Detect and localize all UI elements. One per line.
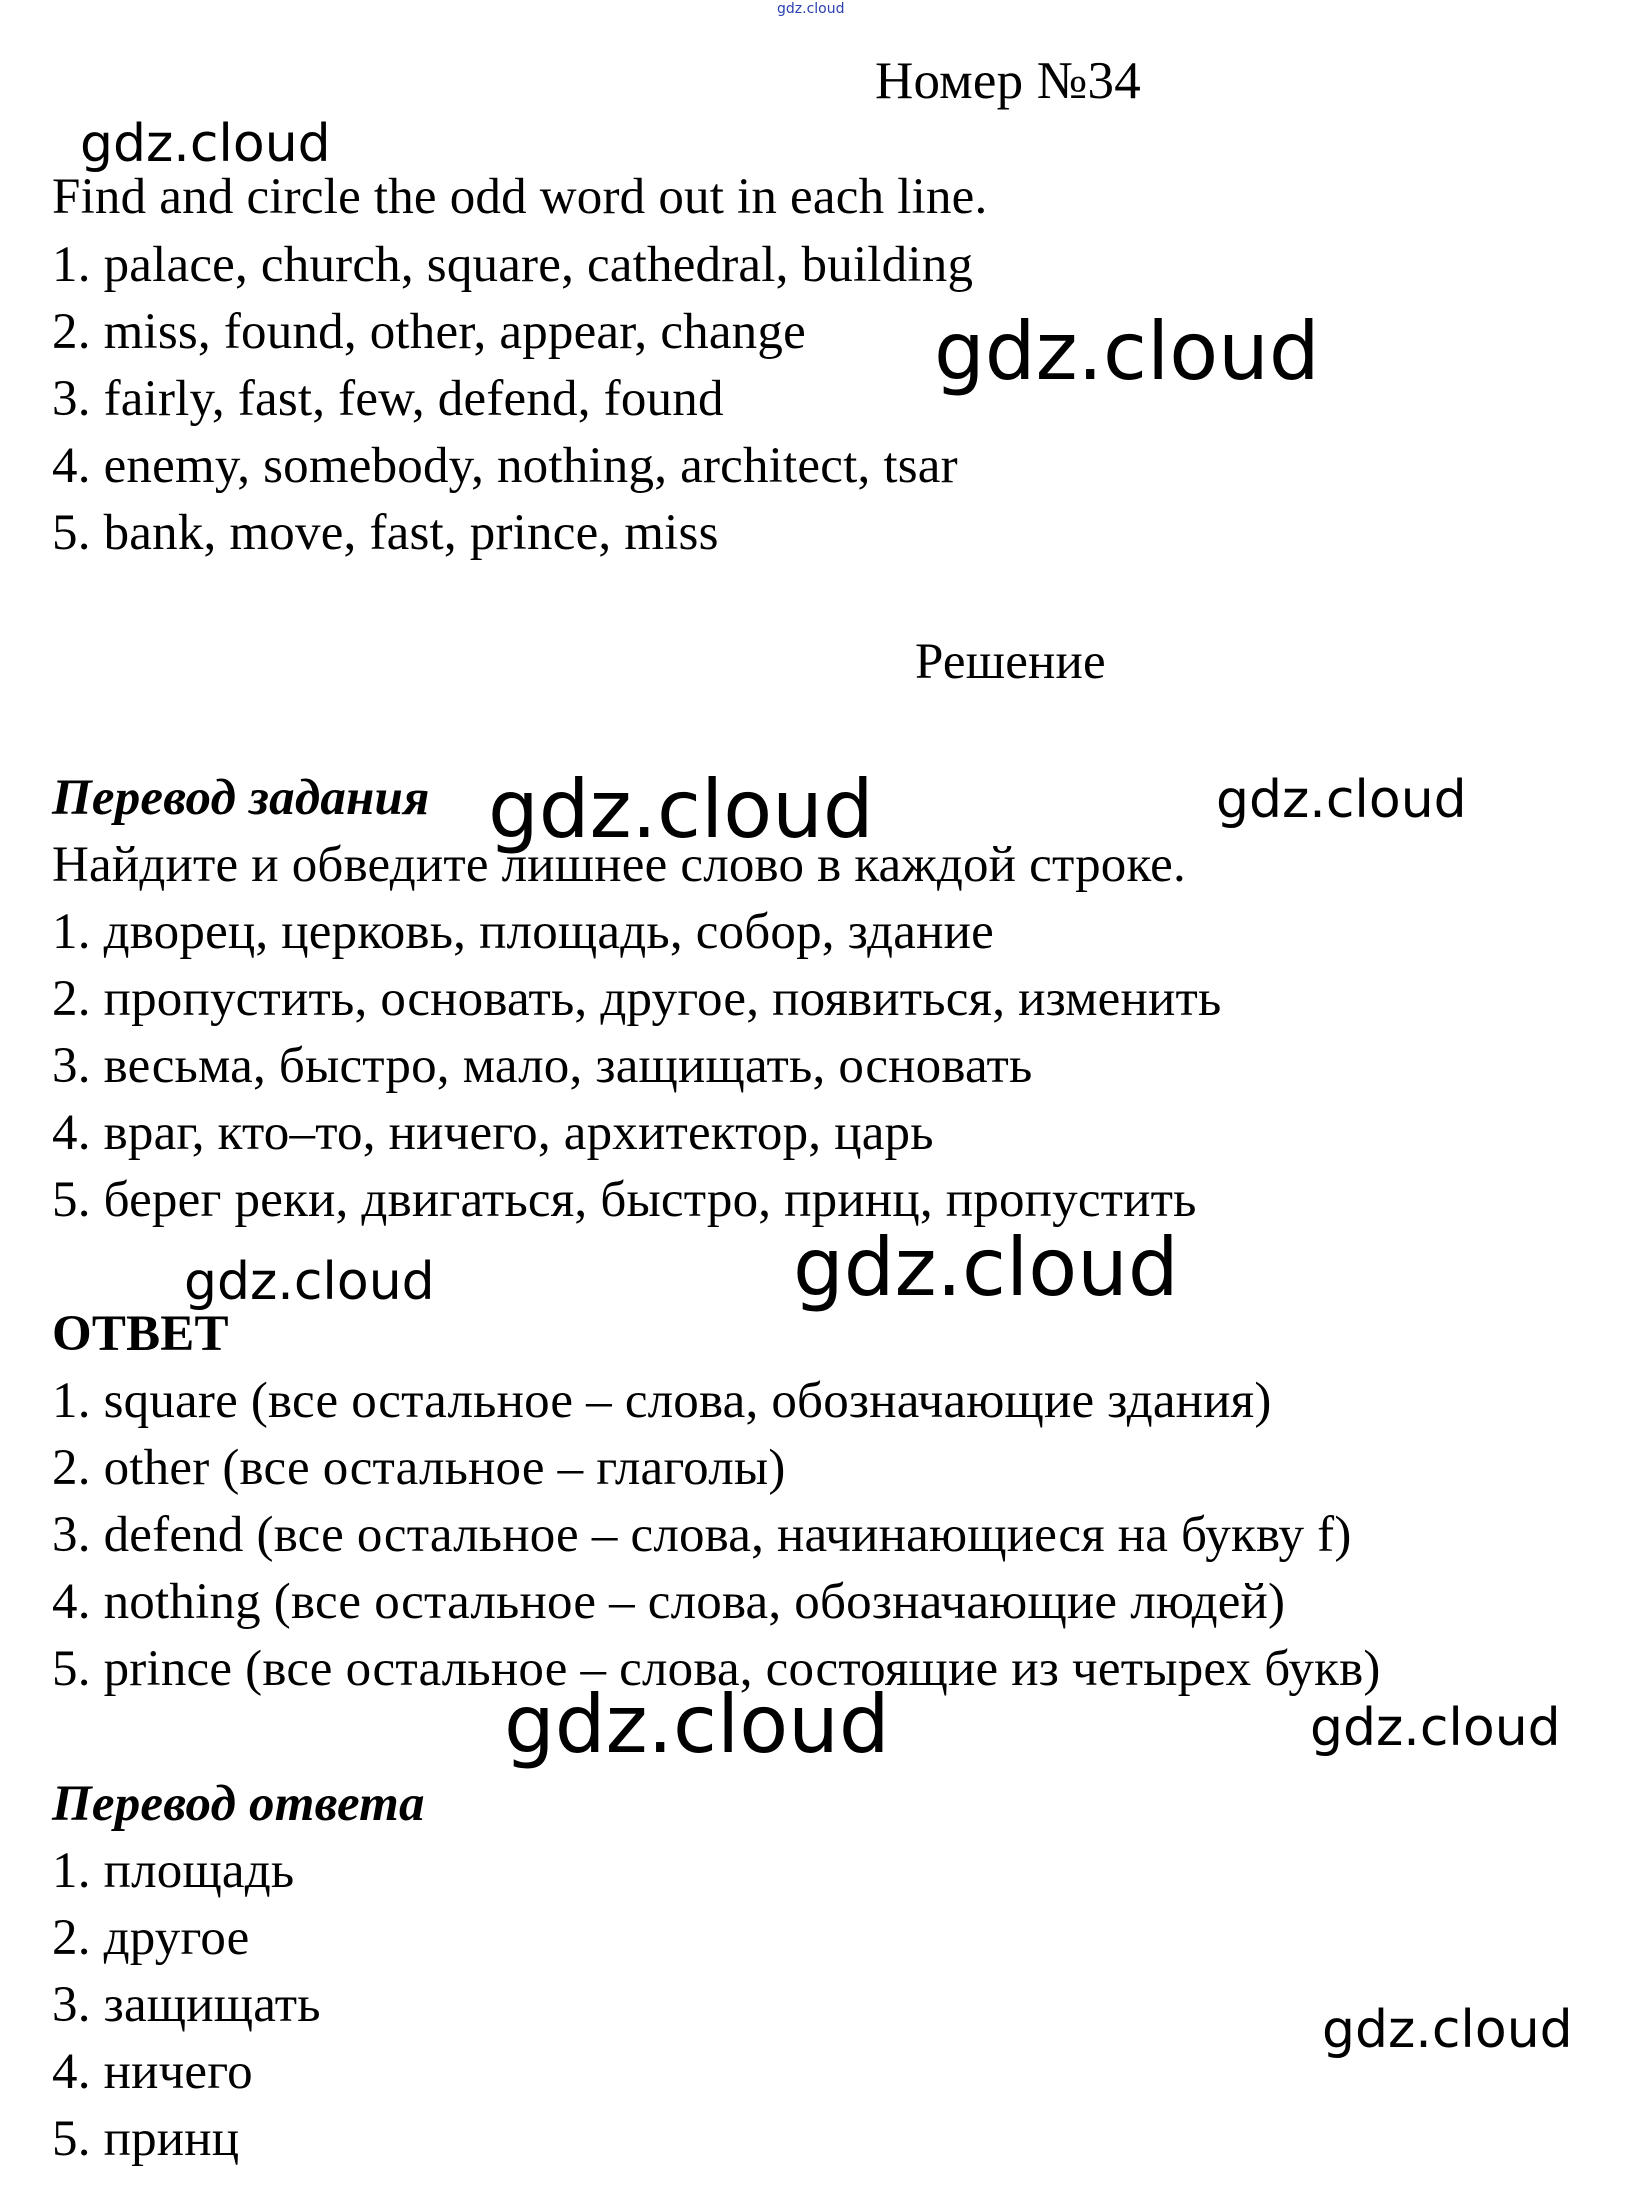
answer-line: 4. nothing (все остальное – слова, обозначающие людей) xyxy=(52,1574,1286,1630)
task-instruction: Find and circle the odd word out in each line. xyxy=(52,169,988,225)
answer-line: 3. defend (все остальное – слова, начинающиеся на букву f) xyxy=(52,1507,1352,1563)
translation-answer-line: 2. другое xyxy=(52,1910,250,1966)
top-watermark: gdz.cloud xyxy=(777,1,845,17)
page-title: Номер №34 xyxy=(875,52,1141,110)
translation-task-line: 5. берег реки, двигаться, быстро, принц, пропустить xyxy=(52,1172,1197,1228)
translation-answer-heading: Перевод ответа xyxy=(52,1776,425,1832)
watermark: gdz.cloud xyxy=(793,1221,1179,1314)
task-line: 1. palace, church, square, cathedral, building xyxy=(52,237,974,293)
answer-line: 2. other (все остальное – глаголы) xyxy=(52,1440,786,1496)
translation-answer-line: 5. принц xyxy=(52,2111,240,2167)
translation-task-instruction: Найдите и обведите лишнее слово в каждой строке. xyxy=(52,837,1186,893)
translation-answer-line: 1. площадь xyxy=(52,1843,295,1899)
translation-task-line: 2. пропустить, основать, другое, появиться, изменить xyxy=(52,971,1222,1027)
watermark: gdz.cloud xyxy=(1216,770,1467,830)
translation-answer-line: 3. защищать xyxy=(52,1977,321,2033)
answer-line: 5. prince (все остальное – слова, состоящие из четырех букв) xyxy=(52,1641,1381,1697)
watermark: gdz.cloud xyxy=(184,1252,435,1312)
task-line: 5. bank, move, fast, prince, miss xyxy=(52,505,719,561)
solution-heading: Решение xyxy=(915,634,1106,690)
watermark: gdz.cloud xyxy=(1310,1698,1561,1758)
translation-task-line: 3. весьма, быстро, мало, защищать, основать xyxy=(52,1038,1033,1094)
answer-heading: ОТВЕТ xyxy=(52,1306,229,1362)
translation-task-line: 4. враг, кто–то, ничего, архитектор, царь xyxy=(52,1105,934,1161)
translation-answer-line: 4. ничего xyxy=(52,2044,253,2100)
task-line: 2. miss, found, other, appear, change xyxy=(52,304,806,360)
watermark: gdz.cloud xyxy=(1322,2000,1573,2060)
task-line: 3. fairly, fast, few, defend, found xyxy=(52,371,724,427)
translation-task-heading: Перевод задания xyxy=(52,770,430,826)
watermark: gdz.cloud xyxy=(488,763,874,856)
watermark: gdz.cloud xyxy=(504,1678,890,1771)
watermark: gdz.cloud xyxy=(934,305,1320,398)
task-line: 4. enemy, somebody, nothing, architect, tsar xyxy=(52,438,958,494)
answer-line: 1. square (все остальное – слова, обозначающие здания) xyxy=(52,1373,1272,1429)
translation-task-line: 1. дворец, церковь, площадь, собор, здание xyxy=(52,904,994,960)
watermark: gdz.cloud xyxy=(80,114,331,174)
